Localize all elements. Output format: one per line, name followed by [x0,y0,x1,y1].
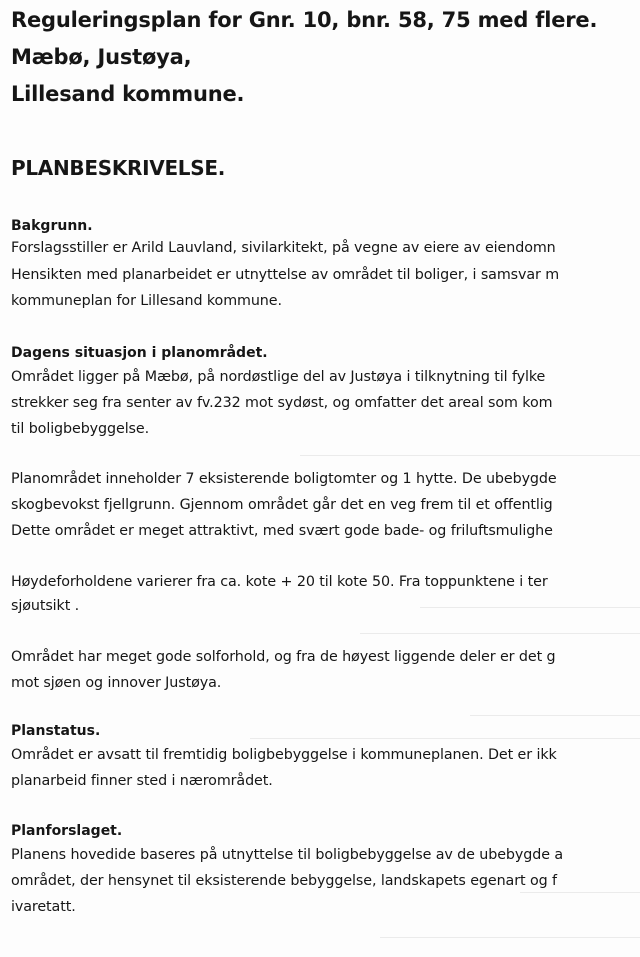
paragraph-line: Området ligger på Mæbø, på nordøstlige del av Justøya i tilknytning til fylke [11,369,546,385]
document-title-line-2: Mæbø, Justøya, [11,45,192,69]
paragraph-line: Planens hovedide baseres på utnyttelse til boligbebyggelse av de ubebygde a [11,847,564,863]
paragraph-line: planarbeid finner sted i nærområdet. [11,773,273,789]
section-heading-dagens-situasjon: Dagens situasjon i planområdet. [11,345,268,361]
section-heading-bakgrunn: Bakgrunn. [11,218,93,234]
scan-bleed-line [300,455,640,456]
scan-bleed-line [360,633,640,634]
scan-bleed-line [250,738,640,739]
paragraph-line: Forslagsstiller er Arild Lauvland, sivilarkitekt, på vegne av eiere av eiendomn [11,240,556,256]
paragraph-line: Dette området er meget attraktivt, med svært gode bade- og friluftsmulighe [11,523,553,539]
paragraph-line: mot sjøen og innover Justøya. [11,675,222,691]
paragraph-line: skogbevokst fjellgrunn. Gjennom området går det en veg frem til et offentlig [11,497,553,513]
paragraph-line: Planområdet inneholder 7 eksisterende boligtomter og 1 hytte. De ubebygde [11,471,557,487]
paragraph-line: til boligbebyggelse. [11,421,150,437]
document-title-line-3: Lillesand kommune. [11,82,245,106]
scan-bleed-line [470,715,640,716]
document-title-line-1: Reguleringsplan for Gnr. 10, bnr. 58, 75 med flere. [11,8,598,32]
paragraph-line: Hensikten med planarbeidet er utnyttelse av området til boliger, i samsvar m [11,267,560,283]
paragraph-line: ivaretatt. [11,899,76,915]
scan-bleed-line [420,607,640,608]
document-heading: PLANBESKRIVELSE. [11,156,226,180]
paragraph-line: Høydeforholdene varierer fra ca. kote + 20 til kote 50. Fra toppunktene i ter [11,574,548,590]
paragraph-line: Området er avsatt til fremtidig boligbebyggelse i kommuneplanen. Det er ikk [11,747,557,763]
paragraph-line: Området har meget gode solforhold, og fra de høyest liggende deler er det g [11,649,556,665]
paragraph-line: kommuneplan for Lillesand kommune. [11,293,282,309]
section-heading-planforslaget: Planforslaget. [11,823,123,839]
scan-bleed-line [520,892,640,893]
paragraph-line: strekker seg fra senter av fv.232 mot sydøst, og omfatter det areal som kom [11,395,553,411]
paragraph-line: sjøutsikt . [11,598,80,614]
paragraph-line: området, der hensynet til eksisterende bebyggelse, landskapets egenart og f [11,873,557,889]
section-heading-planstatus: Planstatus. [11,723,101,739]
scan-bleed-line [380,937,640,938]
